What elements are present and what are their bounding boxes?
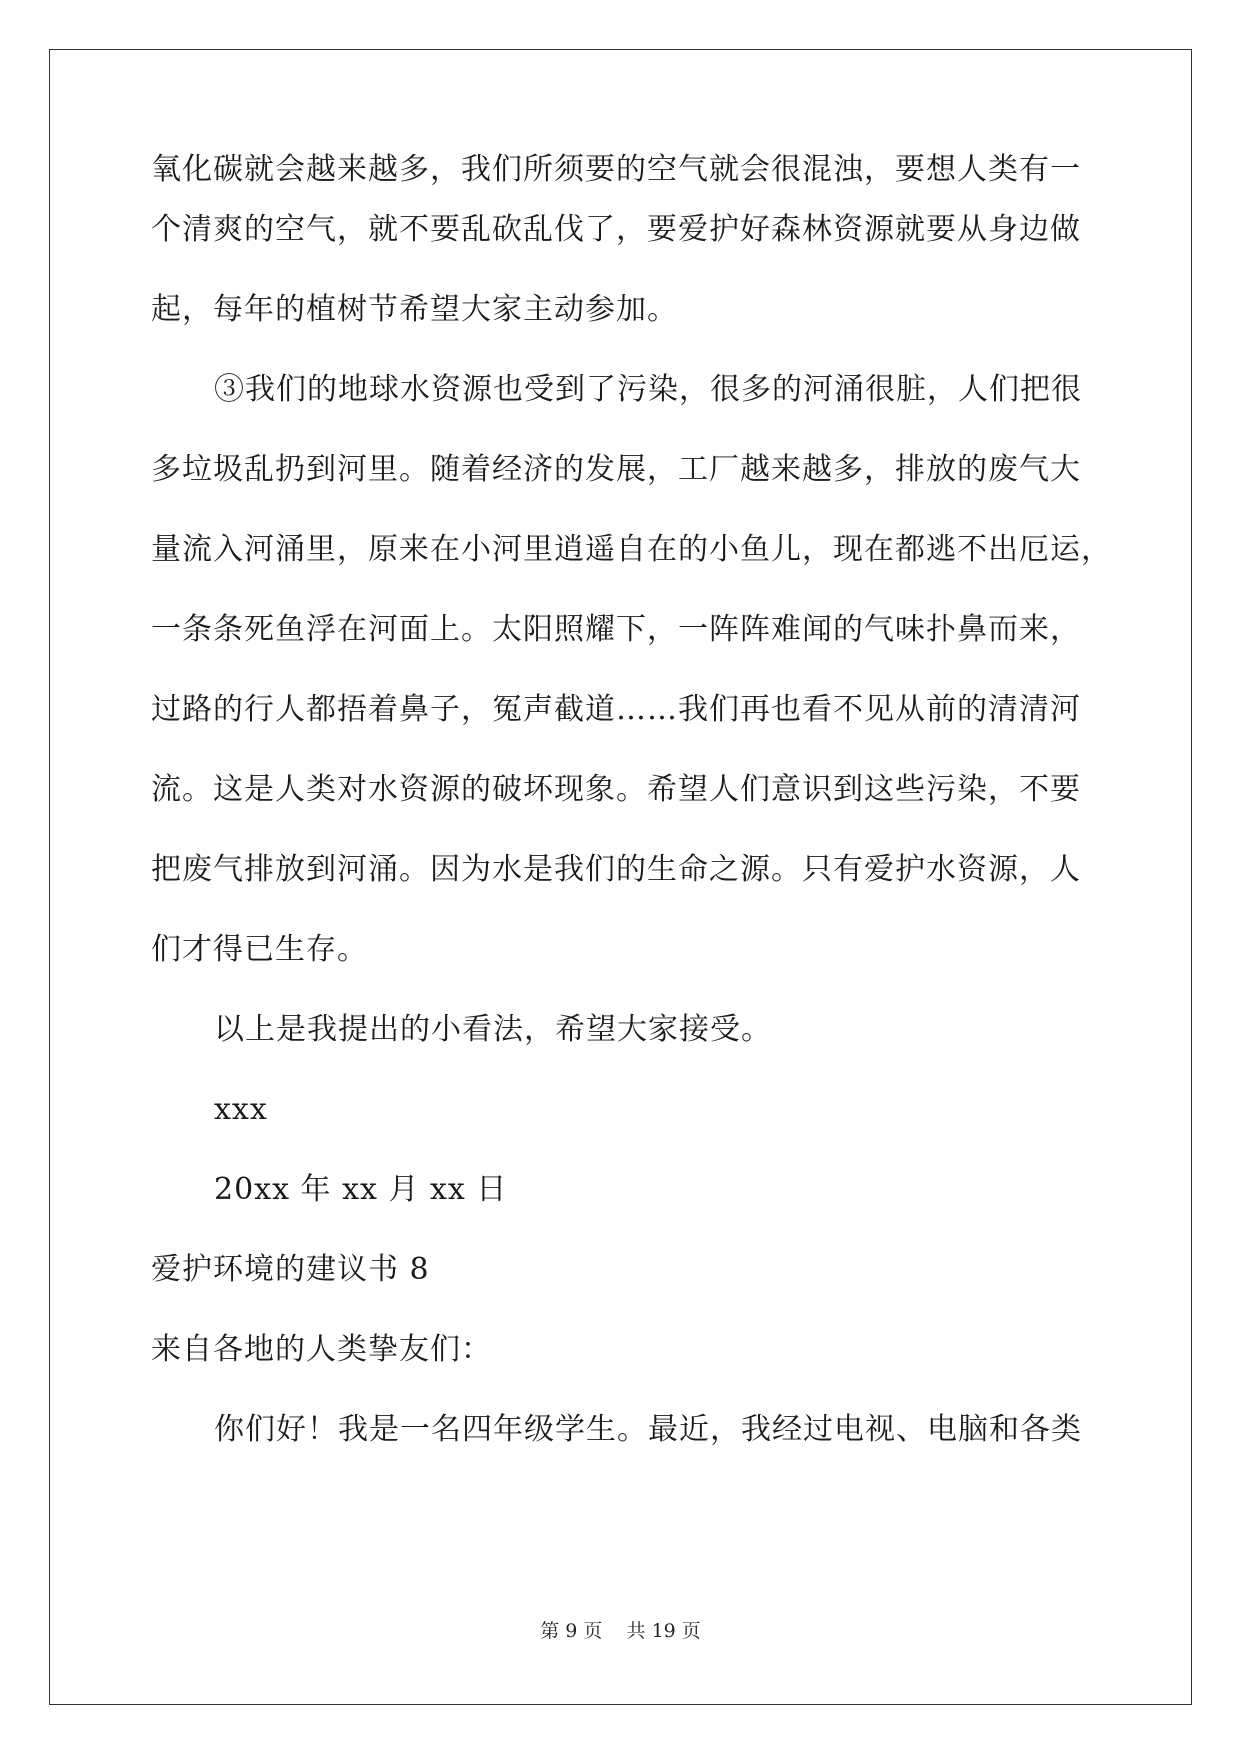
paragraph-line: 把废气排放到河涌。因为水是我们的生命之源。只有爱护水资源，人 (151, 852, 1081, 887)
footer-separator (602, 1620, 626, 1642)
paragraph-line: ③我们的地球水资源也受到了污染，很多的河涌很脏，人们把很 (214, 372, 1082, 407)
paragraph-line: 们才得已生存。 (151, 932, 368, 967)
paragraph-line: 量流入河涌里，原来在小河里逍遥自在的小鱼儿，现在都逃不出厄运， (151, 532, 1112, 567)
paragraph-line: 个清爽的空气，就不要乱砍乱伐了，要爱护好森林资源就要从身边做 (151, 212, 1081, 247)
closing-remark: 以上是我提出的小看法，希望大家接受。 (214, 1012, 772, 1047)
paragraph-line: 一条条死鱼浮在河面上。太阳照耀下，一阵阵难闻的气味扑鼻而来， (151, 612, 1081, 647)
salutation: 来自各地的人类挚友们： (151, 1332, 492, 1367)
paragraph-line: 你们好！我是一名四年级学生。最近，我经过电视、电脑和各类 (214, 1412, 1082, 1447)
paragraph-line: 流。这是人类对水资源的破坏现象。希望人们意识到这些污染，不要 (151, 772, 1081, 807)
page-footer (0, 1616, 1241, 1643)
page-total: 共 19 页 (626, 1620, 701, 1642)
paragraph-line: 多垃圾乱扔到河里。随着经济的发展，工厂越来越多，排放的废气大 (151, 452, 1081, 487)
document-body (151, 150, 1111, 1470)
date-line: 20xx 年 xx 月 xx 日 (214, 1172, 508, 1207)
paragraph-line: 过路的行人都捂着鼻子，冤声截道……我们再也看不见从前的清清河 (151, 692, 1081, 727)
paragraph-line: 起，每年的植树节希望大家主动参加。 (151, 292, 678, 327)
section-title: 爱护环境的建议书 8 (151, 1252, 430, 1287)
paragraph-line: 氧化碳就会越来越多，我们所须要的空气就会很混浊，要想人类有一 (151, 152, 1081, 187)
page-number: 第 9 页 (540, 1620, 603, 1642)
signature: xxx (214, 1092, 268, 1127)
